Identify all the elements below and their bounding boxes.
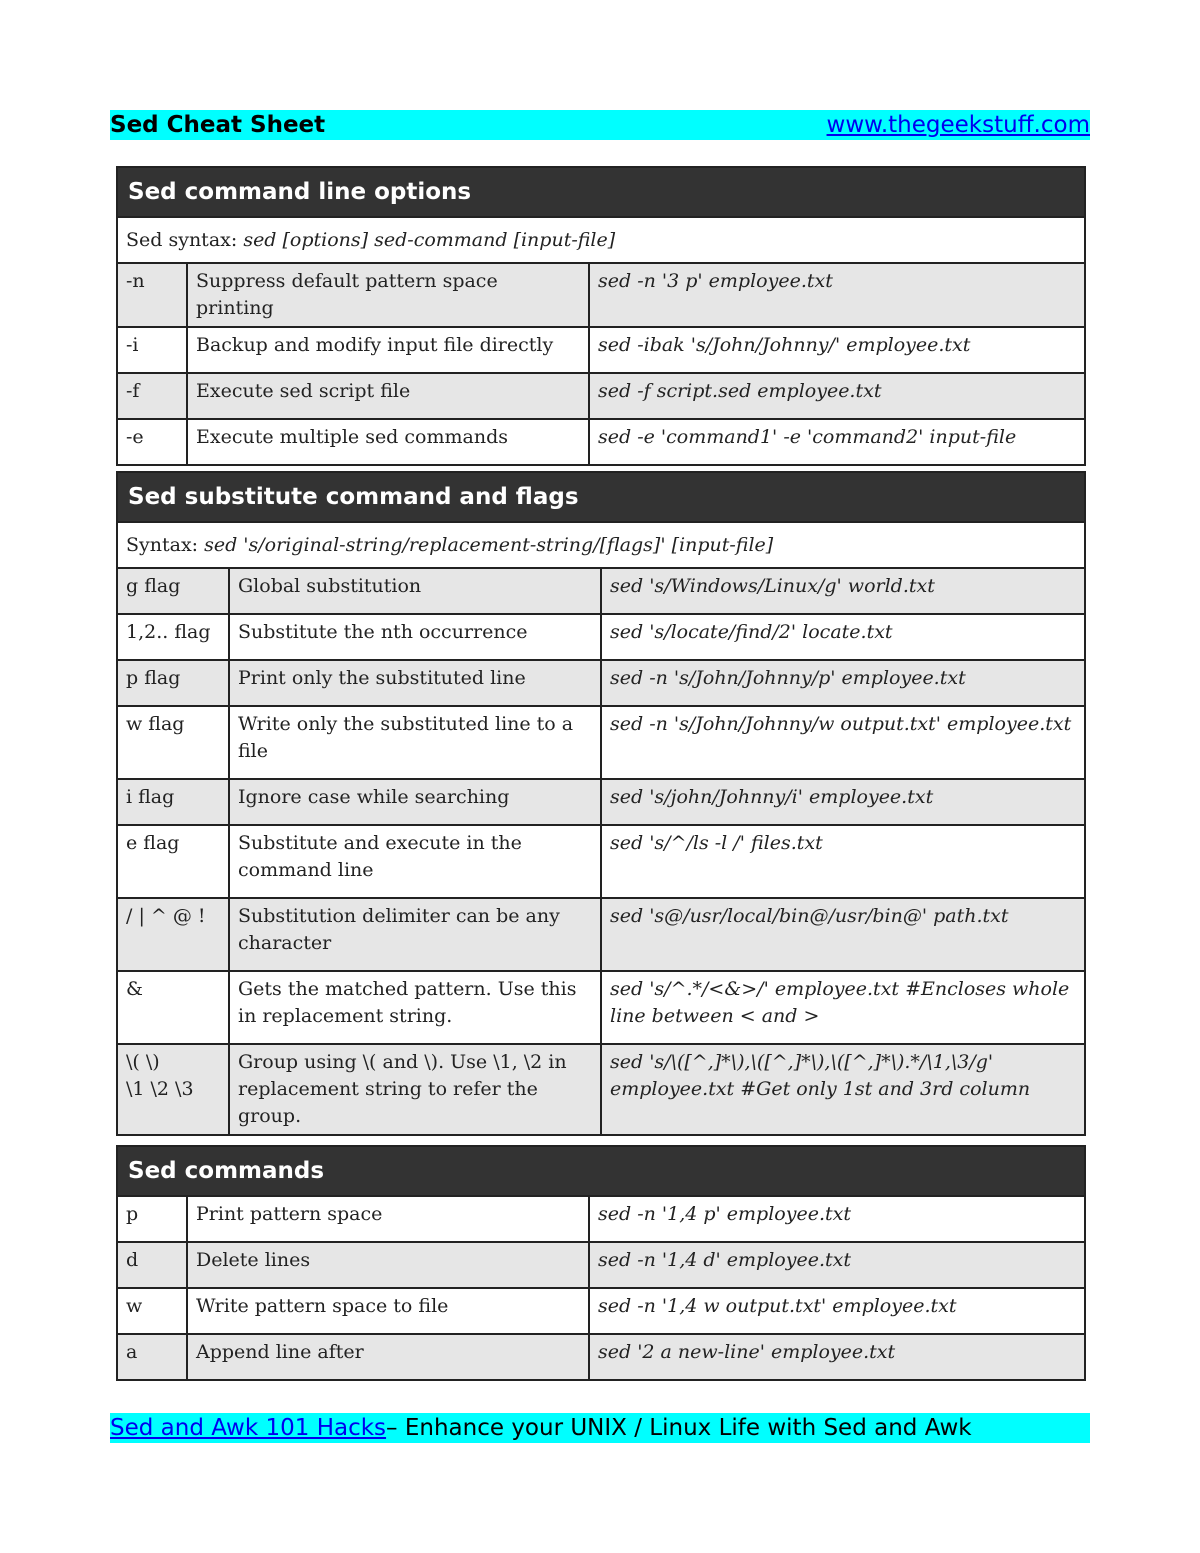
options-syntax-value: sed [options] sed-command [input-file]: [243, 228, 616, 251]
option-example: sed -n '3 p' employee.txt: [589, 263, 1085, 327]
flag-description: Group using \( and \). Use \1, \2 in replacement string to refer the group.: [229, 1044, 601, 1135]
table-row: [117, 263, 1085, 327]
flag-name: w flag: [117, 706, 229, 779]
option-description: Suppress default pattern space printing: [187, 263, 589, 327]
flag-example: sed 's/john/Johnny/i' employee.txt: [601, 779, 1085, 825]
flag-description: Write only the substituted line to a file: [229, 706, 601, 779]
option-description: Execute sed script file: [187, 373, 589, 419]
option-example: sed -f script.sed employee.txt: [589, 373, 1085, 419]
flag-name: p flag: [117, 660, 229, 706]
option-example: sed -ibak 's/John/Johnny/' employee.txt: [589, 327, 1085, 373]
commands-header: Sed commands: [117, 1146, 1085, 1196]
command-name: w: [117, 1288, 187, 1334]
book-link[interactable]: Sed and Awk 101 Hacks: [110, 1415, 387, 1441]
flag-example: sed 's/^.*/<&>/' employee.txt #Encloses whole line between < and >: [601, 971, 1085, 1044]
command-example: sed '2 a new-line' employee.txt: [589, 1334, 1085, 1380]
flag-description: Substitute the nth occurrence: [229, 614, 601, 660]
substitute-header: Sed substitute command and flags: [117, 472, 1085, 522]
substitute-table: [116, 471, 1086, 1136]
command-description: Write pattern space to file: [187, 1288, 589, 1334]
options-table: [116, 166, 1086, 466]
substitute-syntax-value: sed 's/original-string/replacement-string/[flags]' [input-file]: [204, 533, 774, 556]
flag-name: e flag: [117, 825, 229, 898]
table-row: [117, 373, 1085, 419]
flag-example: sed -n 's/John/Johnny/w output.txt' employee.txt: [601, 706, 1085, 779]
option-example: sed -e 'command1' -e 'command2' input-file: [589, 419, 1085, 465]
flag-description: Gets the matched pattern. Use this in replacement string.: [229, 971, 601, 1044]
flag-example: sed 's/\([^,]*\),\([^,]*\),\([^,]*\).*/\1,\3/g' employee.txt #Get only 1st and 3rd column: [601, 1044, 1085, 1135]
flag-example: sed 's/locate/find/2' locate.txt: [601, 614, 1085, 660]
table-row: [117, 706, 1085, 779]
command-description: Delete lines: [187, 1242, 589, 1288]
flag-description: Ignore case while searching: [229, 779, 601, 825]
flag-description: Global substitution: [229, 568, 601, 614]
option-description: Backup and modify input file directly: [187, 327, 589, 373]
flag-name: 1,2.. flag: [117, 614, 229, 660]
option-flag: -f: [117, 373, 187, 419]
flag-name: / | ^ @ !: [117, 898, 229, 971]
table-row: [117, 660, 1085, 706]
flag-example: sed -n 's/John/Johnny/p' employee.txt: [601, 660, 1085, 706]
bottom-banner: [110, 1413, 1090, 1443]
command-example: sed -n '1,4 w output.txt' employee.txt: [589, 1288, 1085, 1334]
flag-name: \( \) \1 \2 \3: [117, 1044, 229, 1135]
flag-example: sed 's/Windows/Linux/g' world.txt: [601, 568, 1085, 614]
flag-example: sed 's/^/ls -l /' files.txt: [601, 825, 1085, 898]
table-row: [117, 825, 1085, 898]
table-row: [117, 1288, 1085, 1334]
page-title: Sed Cheat Sheet: [110, 112, 326, 138]
command-name: d: [117, 1242, 187, 1288]
option-flag: -e: [117, 419, 187, 465]
table-row: [117, 1196, 1085, 1242]
table-row: [117, 898, 1085, 971]
top-banner: [110, 110, 1090, 140]
website-link[interactable]: www.thegeekstuff.com: [826, 112, 1090, 138]
options-header: Sed command line options: [117, 167, 1085, 217]
substitute-syntax: [117, 522, 1085, 568]
option-flag: -i: [117, 327, 187, 373]
flag-description: Substitution delimiter can be any character: [229, 898, 601, 971]
table-row: [117, 1044, 1085, 1135]
table-row: [117, 1334, 1085, 1380]
command-name: p: [117, 1196, 187, 1242]
table-row: [117, 1242, 1085, 1288]
flag-name: i flag: [117, 779, 229, 825]
option-description: Execute multiple sed commands: [187, 419, 589, 465]
flag-name: &: [117, 971, 229, 1044]
table-row: [117, 779, 1085, 825]
table-row: [117, 419, 1085, 465]
option-flag: -n: [117, 263, 187, 327]
commands-table: [116, 1145, 1086, 1381]
table-row: [117, 614, 1085, 660]
command-description: Append line after: [187, 1334, 589, 1380]
flag-name: g flag: [117, 568, 229, 614]
book-tagline: – Enhance your UNIX / Linux Life with Sed and Awk: [386, 1415, 972, 1441]
table-row: [117, 327, 1085, 373]
command-name: a: [117, 1334, 187, 1380]
flag-description: Print only the substituted line: [229, 660, 601, 706]
substitute-syntax-label: Syntax:: [126, 533, 205, 556]
table-row: [117, 971, 1085, 1044]
table-row: [117, 568, 1085, 614]
flag-description: Substitute and execute in the command line: [229, 825, 601, 898]
command-example: sed -n '1,4 p' employee.txt: [589, 1196, 1085, 1242]
flag-example: sed 's@/usr/local/bin@/usr/bin@' path.txt: [601, 898, 1085, 971]
command-description: Print pattern space: [187, 1196, 589, 1242]
options-syntax-label: Sed syntax:: [126, 228, 244, 251]
command-example: sed -n '1,4 d' employee.txt: [589, 1242, 1085, 1288]
options-syntax: [117, 217, 1085, 263]
